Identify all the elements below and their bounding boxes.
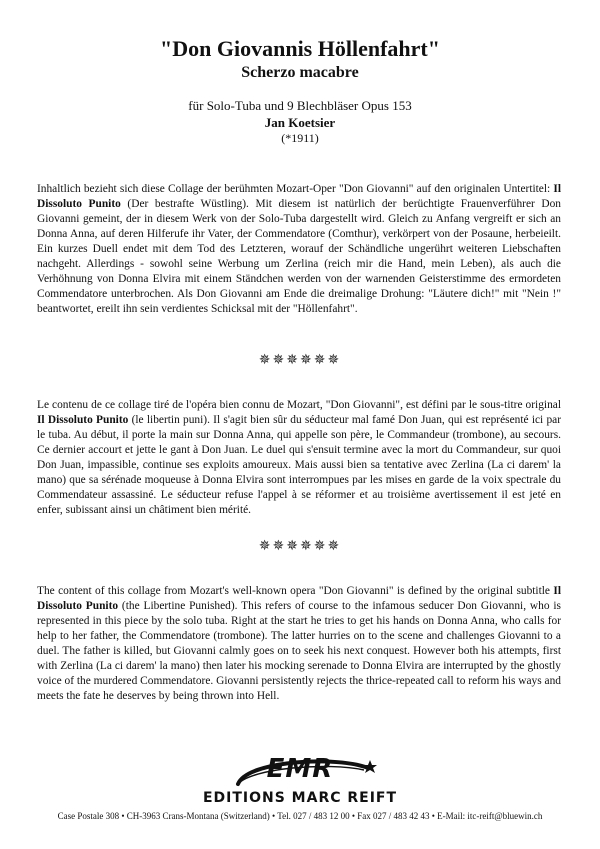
composer-birth-year: (*1911) [281,131,319,145]
english-text-start: The content of this collage from Mozart's well-known opera "Don Giovanni" is defined by the original subtitle [37,585,554,597]
page-subtitle: Scherzo macabre [241,64,359,81]
publisher-logo [218,754,382,794]
english-description [37,584,561,704]
publisher-name: EDITIONS MARC REIFT [202,790,398,806]
french-description [37,398,561,518]
german-description [37,182,561,317]
german-text-rest: (Der bestrafte Wüstling). Mit diesem ist natürlich der berüchtigte Frauenverführer Don Giovanni gemeint, der in diesem Werk von der Solo-Tuba dargestellt wird. Gleich zu Anfang vergreift er sich an Donna Anna, auf deren Hilferufe ihr Vater, der Commendatore (Comthur), verkörpert von der Posaune, herbeieilt. Ein kurzes Duell endet mit dem Tod des Letzteren, worauf der Schändliche ungerührt weiteren Liebschaften nachgeht. Allerdings - sowohl seine Werbung um Zerlina (reich mir die Hand, mein Leben), als auch die Verhöhnung von Donna Elvira mit einem Ständchen werden von der warnenden Geisterstimme des ermordeten Commendatore unterbrochen. Als Don Giovanni am Ende die dreimalige Drohung: "Läutere dich!" mit "Nein !" beantwortet, ereilt ihn sein verdientes Schicksal mit der "Höllenfahrt". [37,198,562,315]
composer-name: Jan Koetsier [264,115,336,130]
german-text-start: Inhaltlich bezieht sich diese Collage der berühmten Mozart-Oper "Don Giovanni" auf den originalen Untertitel: [37,183,554,195]
german-original-subtitle: Il Dissoluto Punito [37,183,561,210]
publisher-contact: Case Postale 308 • CH-3963 Crans-Montana (Switzerland) • Tel. 027 / 483 12 00 • Fax 027 / 483 42 43 • E-Mail: itc-reift@bluewin.ch [57,811,543,821]
french-original-subtitle: Il Dissoluto Punito [37,414,129,426]
french-text-rest: (le libertin puni). Il s'agit bien sûr du séducteur mal famé Don Juan, qui est représenté ici par le tuba. Au début, il porte la main sur Donna Anna, qui appelle son père, le Commandeur (trombone), au secours. Ce dernier accourt et jette le gant à Don Juan. Le duel qui s'ensuit termine avec la mort du Commandeur, sur quoi Don Juan, impassible, continue ses exploits amoureux. Mais aussi bien sa tentative avec Zerlina (La ci darem' la mano) que sa sérénade moqueuse à Donna Elvira sont interrompues par les mises en garde de la voix spectrale du Commendateur assassiné. Le séducteur refuse l'appel à se réformer et au troisième avertissement il est jeté en enfer, subissant ainsi un châtiment bien mérité. [37,414,562,516]
english-original-subtitle: Il Dissoluto Punito [37,585,561,612]
logo-text: EMR [266,754,334,784]
french-text-start: Le contenu de ce collage tiré de l'opéra bien connu de Mozart, "Don Giovanni", est défini par le sous-titre original [37,399,561,411]
instrumentation-line: für Solo-Tuba und 9 Blechbläser Opus 153 [188,98,412,113]
section-separator-stars: ✵✵✵✵✵✵ [258,352,342,368]
english-text-rest: (the Libertine Punished). This refers of course to the infamous seducer Don Giovanni, who is represented in this piece by the solo tuba. Right at the start he tries to get his hands on Donna Anna, who calls for help to her father, the Commendatore (trombone). The latter hurries on to the scene and challenges Giovanni to a duel. The father is killed, but Giovanni calmly goes on to seek his next conquest. However both his attempts, first with Zerlina (La ci darem' la mano) then later his mocking serenade to Donna Elvira are interrupted by the ghostly voice of the murdered Commendatore. Giovanni persistently rejects the thrice-repeated call to reform his ways and meets the fate he deserves by being thrown into Hell. [37,600,561,702]
page-title: "Don Giovannis Höllenfahrt" [160,36,440,61]
section-separator-stars: ✵✵✵✵✵✵ [258,538,342,554]
